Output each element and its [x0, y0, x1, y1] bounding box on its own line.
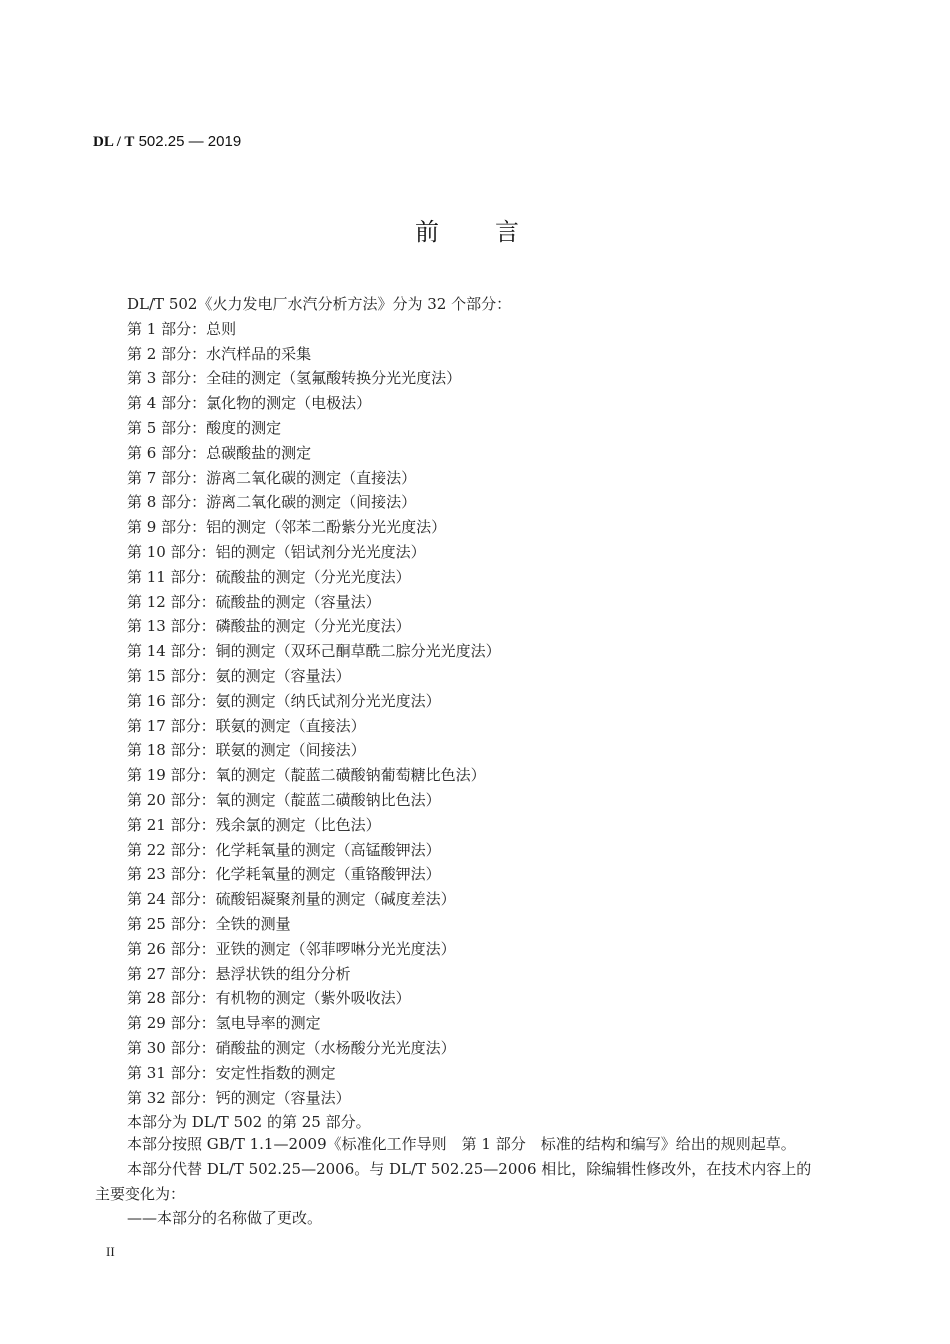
drafting-rule-line: 本部分按照 GB/T 1.1—2009《标准化工作导则 第 1 部分 标准的结构和编写》给出的规则起草。 — [127, 1135, 796, 1153]
part-list-item: 第 21 部分：残余氯的测定（比色法） — [127, 815, 381, 834]
change-item: ——本部分的名称做了更改。 — [127, 1209, 323, 1228]
part-list-item: 第 6 部分：总碳酸盐的测定 — [127, 443, 312, 462]
part-list-item: 第 9 部分：铝的测定（邻苯二酚紫分光光度法） — [127, 518, 447, 537]
part-list-item: 第 22 部分：化学耗氧量的测定（高锰酸钾法） — [127, 840, 441, 859]
part-list-item: 第 5 部分：酸度的测定 — [127, 418, 282, 437]
part-list-item: 第 31 部分：安定性指数的测定 — [127, 1063, 336, 1082]
part-list-item: 第 20 部分：氧的测定（靛蓝二磺酸钠比色法） — [127, 790, 441, 809]
standard-code-prefix: DL / T — [93, 134, 135, 150]
part-list-item: 第 16 部分：氨的测定（纳氏试剂分光光度法） — [127, 691, 441, 710]
parts-list — [127, 292, 857, 1135]
part-list-item: 第 28 部分：有机物的测定（紫外吸收法） — [127, 989, 411, 1008]
part-list-item: 第 1 部分：总则 — [127, 319, 237, 338]
page-number: II — [106, 1244, 115, 1259]
part-list-item: 第 3 部分：全硅的测定（氢氟酸转换分光光度法） — [127, 369, 462, 388]
page-title: 前言 — [415, 218, 575, 246]
part-list-item: 第 29 部分：氢电导率的测定 — [127, 1014, 321, 1033]
part-list-item: 第 23 部分：化学耗氧量的测定（重铬酸钾法） — [127, 865, 441, 884]
part-list-item: 第 14 部分：铜的测定（双环己酮草酰二腙分光光度法） — [127, 642, 501, 661]
parts-container — [127, 317, 857, 1111]
part-list-item: 第 30 部分：硝酸盐的测定（水杨酸分光光度法） — [127, 1038, 456, 1057]
part-list-item: 第 25 部分：全铁的测量 — [127, 914, 291, 933]
drafting-paragraph — [95, 1132, 855, 1231]
part-list-item: 第 8 部分：游离二氧化碳的测定（间接法） — [127, 493, 417, 512]
part-list-item: 第 26 部分：亚铁的测定（邻菲啰啉分光光度法） — [127, 939, 456, 958]
part-list-item: 第 12 部分：硫酸盐的测定（容量法） — [127, 592, 381, 611]
part-list-item: 第 17 部分：联氨的测定（直接法） — [127, 716, 366, 735]
standard-code-number: 502.25 — 2019 — [138, 133, 242, 150]
part-list-item: 第 32 部分：钙的测定（容量法） — [127, 1088, 351, 1107]
part-list-item: 第 27 部分：悬浮状铁的组分分析 — [127, 964, 351, 983]
part-list-item: 第 4 部分：氯化物的测定（电极法） — [127, 394, 372, 413]
standard-code — [93, 133, 241, 151]
part-list-item: 第 24 部分：硫酸铝凝聚剂量的测定（碱度差法） — [127, 890, 456, 909]
replaces-line-1: 本部分代替 DL/T 502.25—2006。与 DL/T 502.25—2006 相比，除编辑性修改外，在技术内容上的 — [127, 1159, 812, 1178]
part-list-item: 第 10 部分：铝的测定（铝试剂分光光度法） — [127, 542, 426, 561]
intro-line: DL/T 502《火力发电厂水汽分析方法》分为 32 个部分： — [127, 295, 512, 313]
part-list-item: 第 15 部分：氨的测定（容量法） — [127, 666, 351, 685]
part-list-item: 第 11 部分：硫酸盐的测定（分光光度法） — [127, 567, 411, 586]
part-list-item: 第 2 部分：水汽样品的采集 — [127, 344, 312, 363]
part-list-item: 第 19 部分：氧的测定（靛蓝二磺酸钠葡萄糖比色法） — [127, 766, 486, 785]
part-list-item: 第 18 部分：联氨的测定（间接法） — [127, 741, 366, 760]
part-list-item: 第 7 部分：游离二氧化碳的测定（直接法） — [127, 468, 417, 487]
part-list-item: 第 13 部分：磷酸盐的测定（分光光度法） — [127, 617, 411, 636]
replaces-line-2: 主要变化为： — [95, 1184, 186, 1203]
this-part-line: 本部分为 DL/T 502 的第 25 部分。 — [127, 1113, 371, 1132]
